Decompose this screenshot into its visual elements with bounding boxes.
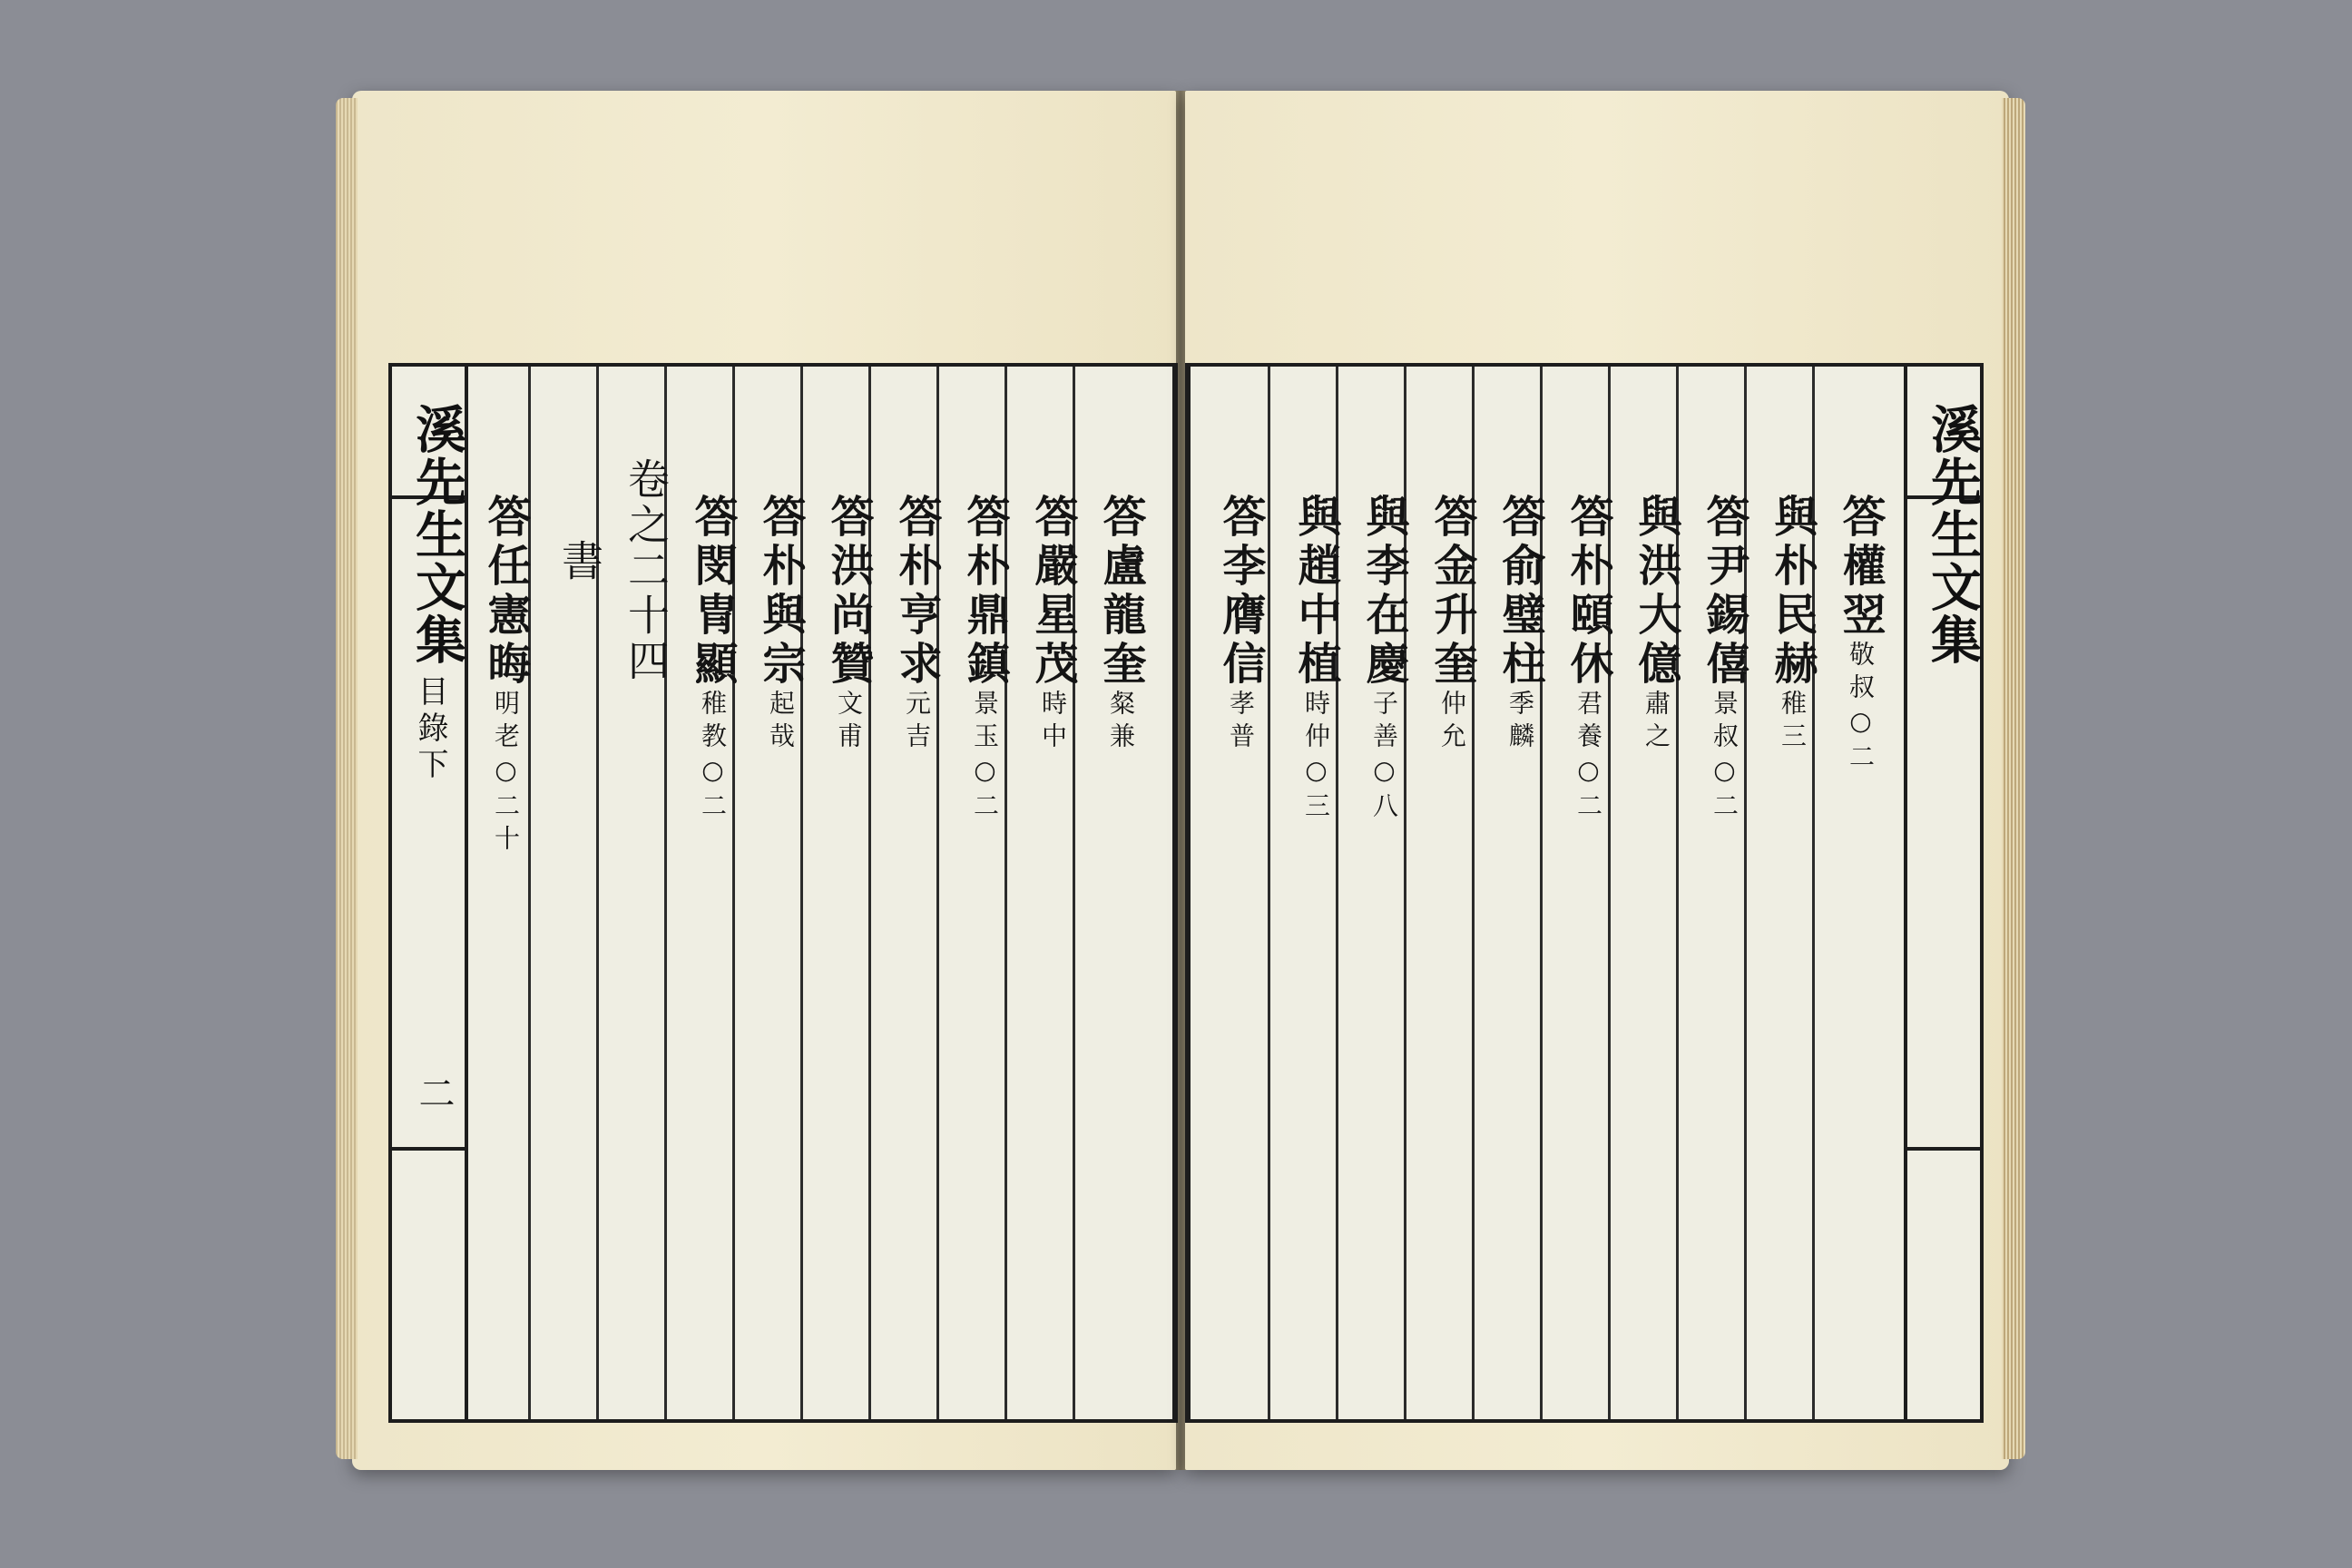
left-col-5: 答洪尚贊文甫 [823, 494, 874, 755]
left-margin-section: 目錄下 [412, 675, 448, 784]
right-col-1: 答權翌敬叔○二 [1835, 494, 1886, 776]
left-col-6: 答朴與宗起哉 [755, 494, 806, 755]
left-margin-title: 溪先生文集 [407, 403, 467, 666]
left-margin-page-number: 二 [413, 1074, 455, 1111]
left-margin-column [388, 367, 468, 1419]
right-col-6: 答俞璧柱季麟 [1494, 494, 1545, 755]
right-col-7: 答金升奎仲允 [1426, 494, 1477, 755]
right-col-10: 答李膺信孝普 [1215, 494, 1266, 755]
open-book [352, 91, 2009, 1470]
left-page [352, 91, 1176, 1470]
right-margin-column [1904, 367, 1984, 1419]
left-col-3: 答朴鼎鎮景玉○二 [959, 494, 1010, 825]
left-col-10: 答任憲晦明老○二十 [480, 494, 531, 858]
left-section-heading: 書 [555, 539, 604, 584]
right-col-3: 答尹錫僖景叔○二 [1699, 494, 1749, 825]
right-text-frame [1185, 363, 1984, 1423]
left-col-1: 答盧龍奎粲兼 [1095, 494, 1146, 755]
right-page [1185, 91, 2009, 1470]
right-page-edges [2002, 98, 2025, 1459]
left-volume-heading: 卷之二十四 [622, 457, 671, 684]
left-col-7: 答閔冑顯稚教○二 [687, 494, 738, 825]
left-col-2: 答嚴星茂時中 [1027, 494, 1078, 755]
right-margin-title: 溪先生文集 [1923, 403, 1983, 666]
left-col-4: 答朴亨求元吉 [891, 494, 942, 755]
right-col-9: 與趙中植時仲○三 [1290, 494, 1341, 825]
right-col-4: 與洪大億肅之 [1631, 494, 1681, 755]
right-col-8: 與李在慶子善○八 [1358, 494, 1409, 825]
right-col-2: 與朴民赫稚三 [1767, 494, 1818, 755]
left-page-edges [336, 98, 358, 1459]
left-text-frame [388, 363, 1178, 1423]
right-col-5: 答朴頤休君養○二 [1563, 494, 1613, 825]
